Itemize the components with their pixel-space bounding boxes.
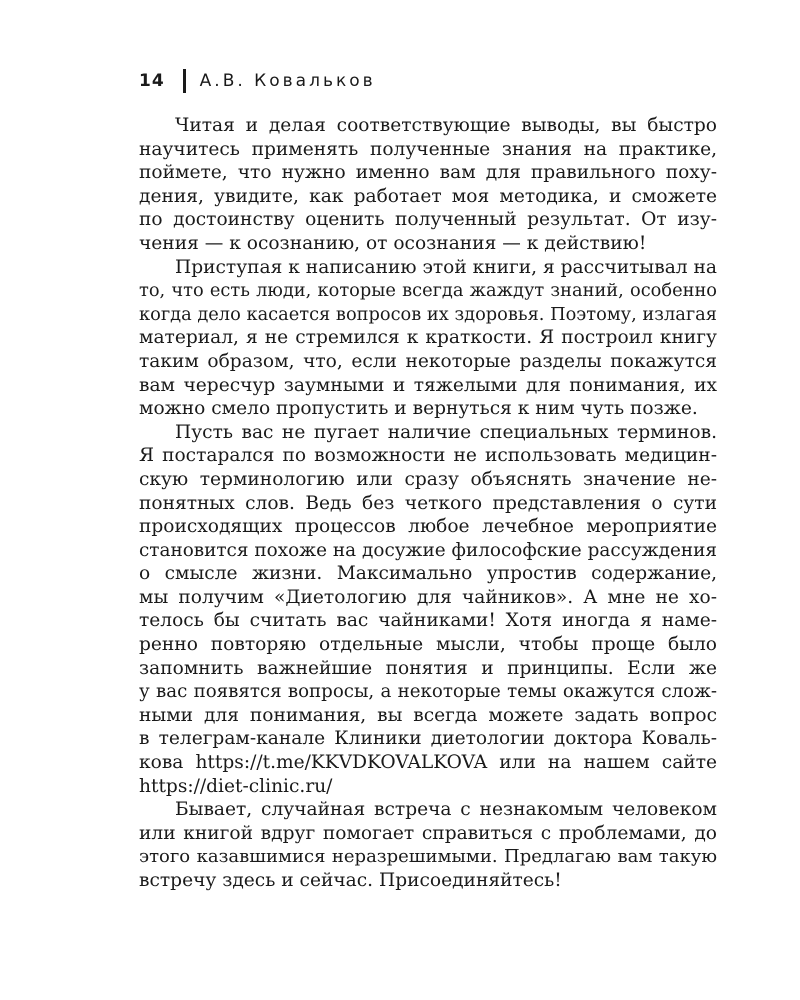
text-line: у вас появятся вопросы, а некоторые темы окажутся слож-	[139, 681, 717, 703]
text-line: запомнить важнейшие понятия и принципы. Если же	[139, 657, 717, 679]
page-number: 14	[139, 71, 165, 91]
paragraph-3	[139, 421, 717, 799]
body-text	[139, 114, 717, 893]
text-line: телось бы считать вас чайниками! Хотя иногда я наме-	[139, 610, 717, 632]
text-line: по достоинству оценить полученный результат. От изу-	[139, 209, 717, 231]
text-line: Я постарался по возможности не использовать медицин-	[139, 445, 717, 467]
text-line: мы получим «Диетологию для чайников». А мне не хо-	[139, 586, 717, 608]
text-line: материал, я не стремился к краткости. Я построил книгу	[139, 327, 717, 349]
paragraph-1	[139, 114, 717, 256]
text-line: ренно повторяю отдельные мысли, чтобы проще было	[139, 634, 717, 656]
text-line: научитесь применять полученные знания на практике,	[139, 138, 717, 160]
text-line: этого казавшимися неразрешимыми. Предлагаю вам такую	[139, 846, 717, 868]
text-line: понятных слов. Ведь без четкого представления о сути	[139, 492, 717, 514]
author-name: А.В. Ковальков	[199, 71, 376, 91]
text-line: кова https://t.me/KKVDKOVALKOVA или на нашем сайте	[139, 752, 717, 774]
text-line: скую терминологию или сразу объяснять значение не-	[139, 468, 717, 490]
text-line: можно смело пропустить и вернуться к ним чуть позже.	[139, 398, 698, 420]
text-line: то, что есть люди, которые всегда жаждут знаний, особенно	[139, 280, 717, 302]
text-line: ными для понимания, вы всегда можете задать вопрос	[139, 704, 717, 726]
text-line: Пусть вас не пугает наличие специальных терминов.	[175, 421, 717, 443]
text-line: в телеграм-канале Клиники диетологии доктора Коваль-	[139, 728, 717, 750]
text-line: таким образом, что, если некоторые разделы покажутся	[139, 350, 717, 372]
text-line: происходящих процессов любое лечебное мероприятие	[139, 516, 717, 538]
text-line: или книгой вдруг помогает справиться с проблемами, до	[139, 822, 717, 844]
text-line: встречу здесь и сейчас. Присоединяйтесь!	[139, 870, 562, 891]
text-line: Приступая к написанию этой книги, я рассчитывал на	[175, 256, 717, 278]
text-line: о смысле жизни. Максимально упростив содержание,	[139, 563, 717, 585]
text-line: Читая и делая соответствующие выводы, вы быстро	[175, 115, 717, 136]
text-line: чения — к осознанию, от осознания — к действию!	[139, 232, 647, 254]
text-line: становится похоже на досужие философские рассуждения	[139, 539, 717, 561]
text-line: Бывает, случайная встреча с незнакомым человеком	[175, 799, 717, 821]
text-line: дения, увидите, как работает моя методика, и сможете	[139, 185, 717, 207]
text-line: когда дело касается вопросов их здоровья. Поэтому, излагая	[139, 303, 717, 325]
running-head	[139, 68, 376, 94]
paragraph-4	[139, 798, 717, 892]
text-line: вам чересчур заумными и тяжелыми для понимания, их	[139, 374, 717, 396]
text-line: https://diet-clinic.ru/	[139, 775, 333, 797]
header-divider	[183, 69, 186, 93]
paragraph-2	[139, 256, 717, 421]
text-line: поймете, что нужно именно вам для правильного поху-	[139, 162, 717, 184]
